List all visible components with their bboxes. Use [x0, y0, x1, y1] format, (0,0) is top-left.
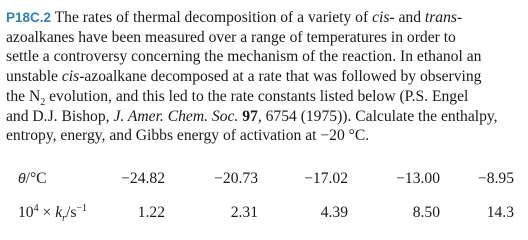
text-line-3 — [6, 47, 522, 67]
text-fragment: The rates of thermal decomposition of a variety of — [54, 9, 373, 26]
label-part: × — [38, 204, 56, 221]
rate-constant-cell: 8.50 — [412, 204, 440, 221]
text-fragment: - — [456, 9, 463, 26]
label-part: /s — [66, 204, 77, 221]
superscript: −1 — [76, 203, 88, 214]
text-fragment: azoalkanes have been measured over a range of temperatures in order to — [6, 28, 456, 46]
text-fragment: -azoalkane decomposed at a rate that was followed by observing — [79, 68, 482, 86]
label-part: 10 — [18, 204, 34, 221]
rate-constant-cell: 2.31 — [230, 204, 258, 221]
text-line-4 — [6, 67, 522, 87]
journal-volume: 97 — [242, 107, 258, 125]
rate-constant-cell: 14.3 — [486, 204, 514, 221]
text-italic-cis: cis — [61, 68, 80, 86]
rate-constant-cell: 4.39 — [320, 204, 348, 221]
text-fragment: and D.J. Bishop, — [6, 107, 114, 125]
rate-constant-cell: 1.22 — [137, 204, 165, 221]
temperature-cell: −20.73 — [214, 170, 258, 187]
temperature-cell: −13.00 — [396, 170, 440, 187]
rate-row-label — [18, 204, 87, 222]
temperature-unit: /°C — [25, 170, 47, 187]
text-line-1 — [6, 8, 522, 28]
text-fragment: the N — [6, 87, 41, 105]
temperature-cell: −8.95 — [477, 170, 514, 187]
text-fragment: settle a controversy concerning the mechanism of the reaction. In ethanol an — [6, 48, 482, 66]
text-fragment: unstable — [6, 68, 62, 86]
text-fragment: - and — [389, 9, 425, 26]
text-line-6 — [6, 107, 522, 127]
subscript: r — [62, 213, 67, 224]
problem-id: P18C.2 — [6, 10, 52, 25]
subscript: 2 — [40, 96, 46, 108]
temperature-row-label — [18, 170, 47, 188]
problem-text — [6, 8, 522, 146]
superscript: 4 — [33, 203, 39, 214]
temperature-cell: −17.02 — [304, 170, 348, 187]
temperature-cell: −24.82 — [121, 170, 165, 187]
text-italic-cis: cis — [372, 9, 390, 26]
text-line-5 — [6, 87, 522, 107]
problem-paragraph — [6, 8, 522, 146]
text-italic-trans: trans — [424, 9, 457, 26]
text-fragment: entropy, energy, and Gibbs energy of activation at −20 °C. — [6, 127, 370, 145]
text-line-2 — [6, 28, 522, 48]
text-fragment: , 6754 (1975)). Calculate the enthalpy, — [257, 107, 498, 125]
text-line-7 — [6, 126, 522, 146]
theta-symbol: θ — [18, 170, 26, 186]
journal-name: J. Amer. Chem. Soc. — [113, 107, 239, 125]
label-part: k — [55, 204, 63, 221]
text-fragment: evolution, and this led to the rate constants listed below (P.S. Engel — [45, 87, 469, 105]
